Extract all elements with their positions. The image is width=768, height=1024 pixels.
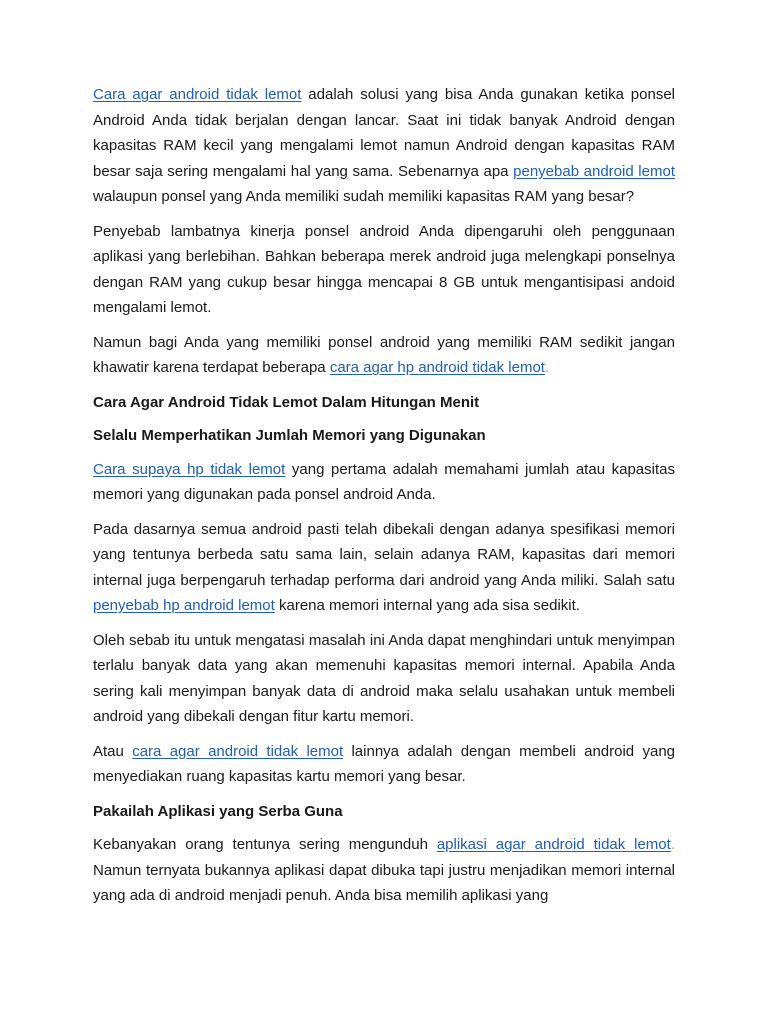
paragraph-spesifikasi [93,517,675,619]
heading-memori: Selalu Memperhatikan Jumlah Memori yang Digunakan [93,427,486,444]
link-cara-supaya-hp-tidak-lemot[interactable]: Cara supaya hp tidak lemot [93,460,286,478]
link-cara-agar-hp-android-tidak-lemot[interactable]: cara agar hp android tidak lemot [329,359,545,376]
paragraph-text: Kebanyakan orang tentunya sering mengunduh [93,836,437,853]
paragraph-mengunduh [93,832,675,909]
paragraph-text: Namun ternyata bukannya aplikasi dapat dibuka tapi justru menjadikan memori internal yang ada di android menjadi penuh. Anda bisa memilih aplikasi yang [93,861,675,904]
paragraph-text: walaupun ponsel yang Anda memiliki sudah memiliki kapasitas RAM yang besar? [93,188,635,205]
paragraph-cara-supaya [93,457,675,508]
link-penyebab-android-lemot[interactable]: penyebab android lemot [513,162,675,180]
paragraph-text: lainnya adalah dengan membeli android yang menyediakan ruang kapasitas kartu memori yang besar. [93,742,676,785]
document-page [93,82,675,918]
paragraph-text: yang pertama adalah memahami jumlah atau kapasitas memori yang digunakan pada ponsel android Anda. [93,460,675,503]
paragraph-penyebab [93,219,675,321]
paragraph-text: Penyebab lambatnya kinerja ponsel android Anda dipengaruhi oleh penggunaan aplikasi yang berlebihan. Bahkan beberapa merek android juga melengkapi ponselnya dengan RAM yang cukup besar hingga mencapai 8 GB untuk mengantisipasi andoid mengalami lemot. [93,222,675,316]
paragraph-text: Atau [93,742,133,760]
link-cara-agar-android-tidak-lemot[interactable]: Cara agar android tidak lemot [93,86,302,103]
paragraph-text: Oleh sebab itu untuk mengatasi masalah ini Anda dapat menghindari untuk menyimpan terlalu banyak data yang akan memenuhi kapasitas memori internal. Apabila Anda sering kali menyimpan banyak data di android maka selalu usahakan untuk membeli android yang dibekali dengan fitur kartu memori. [93,631,675,725]
paragraph-atau [93,739,675,790]
paragraph-text: Pada dasarnya semua android pasti telah dibekali dengan adanya spesifikasi memori yang tentunya berbeda satu sama lain, selain adanya RAM, kapasitas dari memori internal juga berpengaruh terhadap performa dari android yang Anda miliki. Salah satu [93,520,675,589]
heading-cara-agar-android: Cara Agar Android Tidak Lemot Dalam Hitungan Menit [93,393,480,411]
paragraph-intro [93,82,675,210]
paragraph-text: . [544,359,550,376]
paragraph-text: karena memori internal yang ada sisa sedikit. [274,597,580,614]
link-penyebab-hp-android-lemot[interactable]: penyebab hp android lemot [93,597,275,614]
paragraph-text: Namun bagi Anda yang memiliki ponsel android yang memiliki RAM sedikit jangan khawatir karena terdapat beberapa [93,333,675,376]
heading-aplikasi-serba-guna: Pakailah Aplikasi yang Serba Guna [93,802,343,820]
paragraph-ram-sedikit [93,330,675,381]
link-cara-agar-android-tidak-lemot-2[interactable]: cara agar android tidak lemot [132,742,344,760]
link-aplikasi-agar-android-tidak-lemot[interactable]: aplikasi agar android tidak lemot [436,836,671,853]
paragraph-text: . [670,836,675,853]
paragraph-mengatasi [93,628,675,730]
paragraph-text: adalah solusi yang bisa Anda gunakan ketika ponsel Android Anda tidak berjalan dengan lancar. Saat ini tidak banyak Android dengan kapasitas RAM kecil yang mengalami lemot namun Android dengan kapasitas RAM besar saja sering mengalami hal yang sama. Sebenarnya apa [93,86,676,180]
